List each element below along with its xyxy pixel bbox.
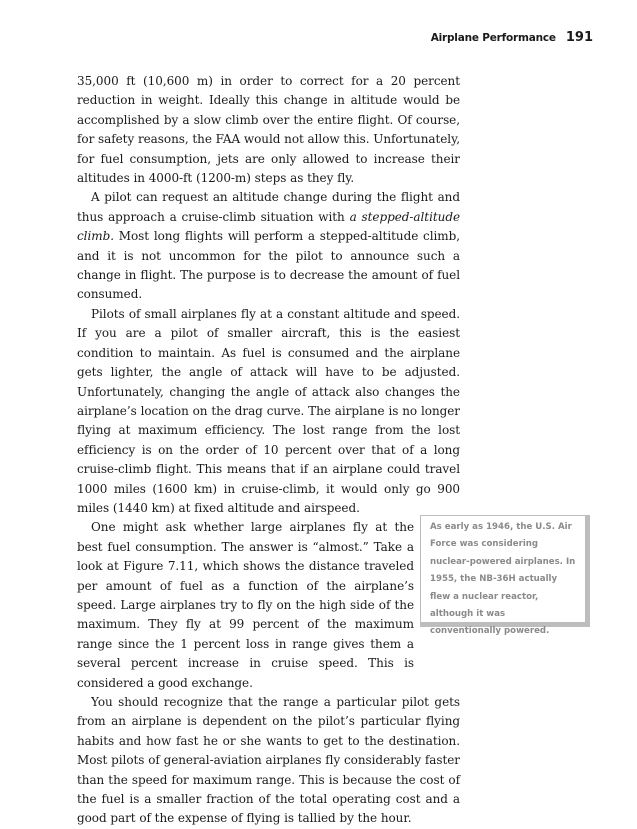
page-number: 191 bbox=[565, 30, 593, 45]
paragraph-2-rest: Most long flights will perform a stepped-altitude climb, and it is not uncommon for the pilot to announce such a change in flight. The purpose is to decrease the amount of fuel consumed. bbox=[77, 229, 461, 302]
sidebar-note-box bbox=[420, 515, 590, 637]
body-text bbox=[77, 72, 460, 829]
paragraph-1: 35,000 ft (10,600 m) in order to correct for a 20 percent reduction in weight. Ideally this change in altitude would be accomplished by a slow climb over the entire flight. Of course, for safety reasons, the FAA would not allow this. Unfortunately, for fuel consumption, jets are only allowed to increase their altitudes in 4000-ft (1200-m) steps as they fly. bbox=[77, 74, 460, 186]
paragraph-2 bbox=[77, 188, 460, 304]
paragraph-3: Pilots of small airplanes fly at a constant altitude and speed. If you are a pilot of smaller aircraft, this is the easiest condition to maintain. As fuel is consumed and the airplane gets lighter, the angle of attack will have to be adjusted. Unfortunately, changing the angle of attack also changes the airplane’s location on the drag curve. The airplane is no longer flying at maximum efficiency. The lost range from the lost efficiency is on the order of 10 percent over that of a long cruise-climb flight. This means that if an airplane could travel 1000 miles (1600 km) in cruise-climb, it would only go 900 miles (1440 km) at fixed altitude and airspeed. bbox=[77, 306, 460, 515]
paragraph-5: You should recognize that the range a particular pilot gets from an airplane is dependent on the pilot’s particular flying habits and how fast he or she wants to get to the destination. Most pilots of general-aviation airplanes fly considerably faster than the speed for maximum range. This is because the cost of the fuel is a smaller fraction of the total operating cost and a good part of the expense of flying is tallied by the hour. bbox=[77, 695, 460, 826]
paragraph-2-lead: A pilot can request an altitude change during the flight and thus approach a cruise-climb situation with bbox=[77, 190, 460, 224]
running-head bbox=[431, 30, 593, 45]
sidebar-note-text: As early as 1946, the U.S. Air Force was considering nuclear-powered airplanes. In 1955, the NB-36H actually flew a nuclear reactor, although it was conventionally powered. bbox=[430, 522, 576, 637]
section-title: Airplane Performance bbox=[430, 32, 556, 44]
paragraph-4 bbox=[77, 518, 460, 693]
stepped-altitude-climb-term: a stepped-altitude climb. bbox=[77, 209, 461, 244]
paragraph-4-text: One might ask whether large airplanes fly at the best fuel consumption. The answer is “almost.” Take a look at Figure 7.11, which shows the distance traveled per amount of fuel as a function of the airplane’s speed. Large airplanes try to fly on the high side of the maximum. They fly at 99 percent of the maximum range since the 1 percent loss in range gives them a several percent increase in cruise speed. This is considered a good exchange. bbox=[77, 520, 414, 690]
